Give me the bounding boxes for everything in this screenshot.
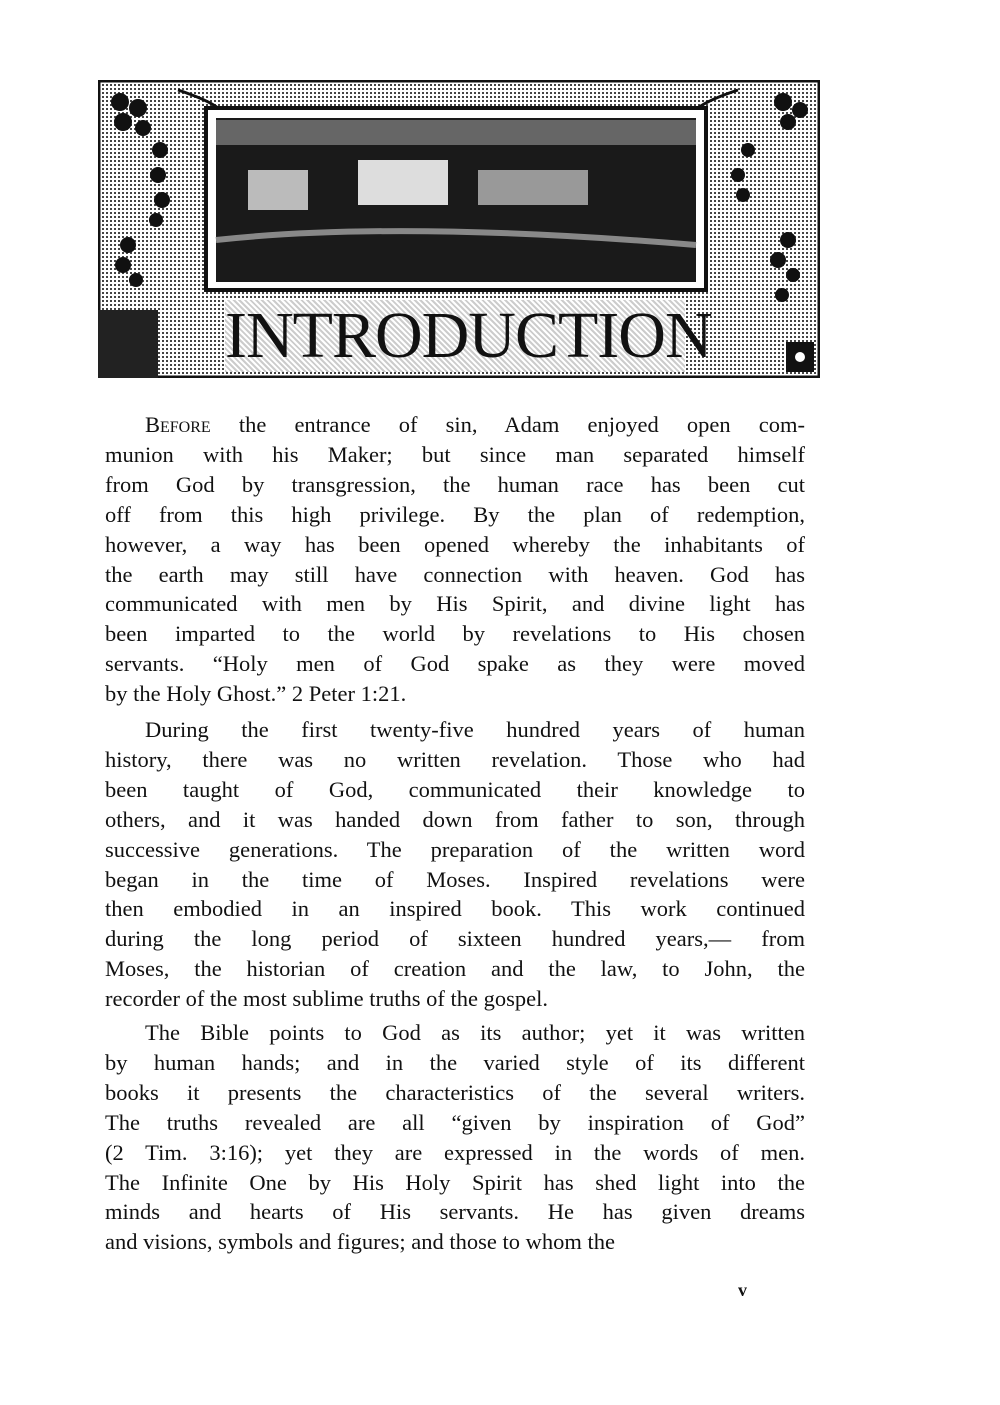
text-line: then embodied in an inspired book. This work continued bbox=[105, 896, 805, 922]
text-line: communicated with men by His Spirit, and divine light has bbox=[105, 591, 805, 617]
text-line: (2 Tim. 3:16); yet they are expressed in the words of men. bbox=[105, 1139, 805, 1165]
text-line: The Infinite One by His Holy Spirit has shed light into the bbox=[105, 1169, 805, 1195]
text-line: however, a way has been opened whereby the inhabitants of bbox=[105, 531, 805, 557]
text-line: from God by transgression, the human race has been cut bbox=[105, 471, 805, 497]
text-line: others, and it was handed down from father to son, through bbox=[105, 806, 805, 832]
text-line: Before the entrance of sin, Adam enjoyed open com- bbox=[145, 412, 805, 437]
text-line: and visions, symbols and figures; and those to whom the bbox=[105, 1229, 615, 1255]
text-line: servants. “Holy men of God spake as they were moved bbox=[105, 651, 805, 677]
text-line: history, there was no written revelation. Those who had bbox=[105, 746, 805, 772]
text-line: by human hands; and in the varied style of its different bbox=[105, 1049, 805, 1075]
text-line: by the Holy Ghost.” 2 Peter 1:21. bbox=[105, 681, 407, 707]
text-line: been imparted to the world by revelations to His chosen bbox=[105, 621, 805, 647]
text-line: books it presents the characteristics of the several writers. bbox=[105, 1079, 805, 1105]
text-line: been taught of God, communicated their knowledge to bbox=[105, 776, 805, 802]
text-line: off from this high privilege. By the plan of redemption, bbox=[105, 501, 805, 527]
text-line: The truths revealed are all “given by inspiration of God” bbox=[105, 1109, 805, 1135]
text-line: minds and hearts of His servants. He has given dreams bbox=[105, 1199, 805, 1225]
text-line: during the long period of sixteen hundred years,— from bbox=[105, 926, 805, 952]
text-line: During the first twenty-five hundred years of human bbox=[145, 717, 805, 742]
text-line: The Bible points to God as its author; yet it was written bbox=[145, 1020, 805, 1045]
text-line: began in the time of Moses. Inspired revelations were bbox=[105, 866, 805, 892]
text-line: successive generations. The preparation of the written word bbox=[105, 836, 805, 862]
text-line: munion with his Maker; but since man separated himself bbox=[105, 441, 805, 467]
text-line: recorder of the most sublime truths of the gospel. bbox=[105, 986, 549, 1012]
page-number: v bbox=[738, 1280, 747, 1300]
chapter-title: INTRODUCTION bbox=[225, 299, 712, 372]
text-line: Moses, the historian of creation and the law, to John, the bbox=[105, 956, 805, 982]
decorative-header-banner bbox=[98, 80, 820, 378]
text-line: the earth may still have connection with heaven. God has bbox=[105, 561, 805, 587]
